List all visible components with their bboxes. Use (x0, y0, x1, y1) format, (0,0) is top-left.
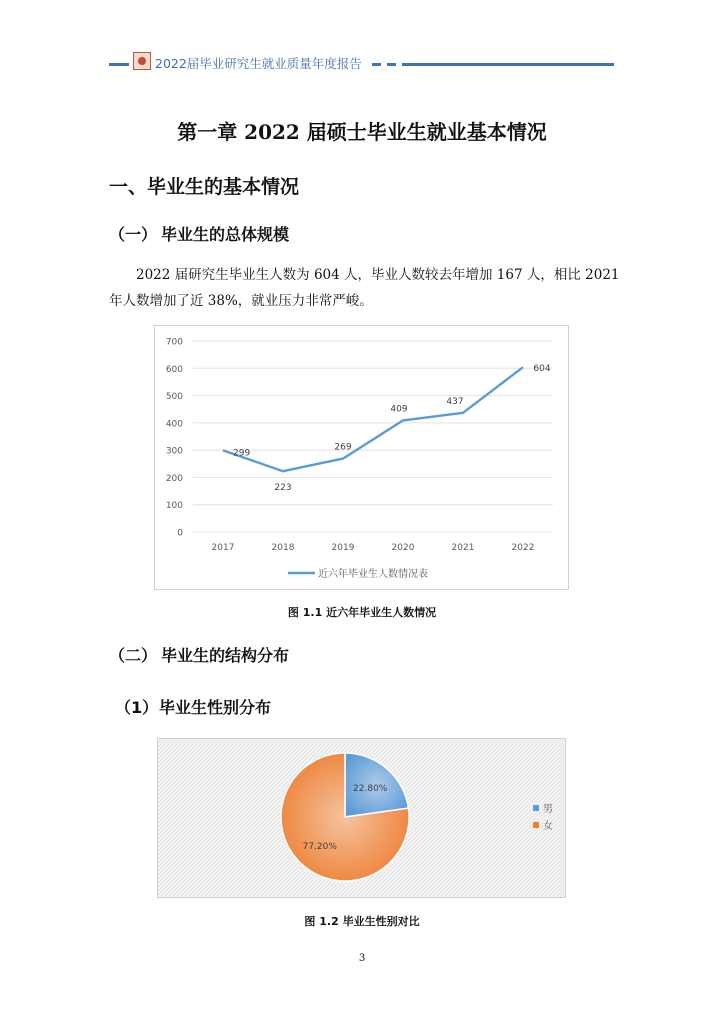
header-rule-right (402, 63, 614, 66)
y-tick-label: 100 (165, 501, 183, 512)
data-label: 299 (233, 448, 251, 459)
y-tick-label: 700 (165, 337, 183, 348)
header-rule-dash-1 (372, 63, 381, 66)
section-title: 一、毕业生的基本情况 (109, 176, 300, 198)
subsection-label: 毕业生的结构分布 (161, 646, 290, 665)
subsection-label: 毕业生的总体规模 (161, 225, 290, 244)
paragraph (109, 262, 620, 314)
data-label: 604 (533, 364, 551, 375)
pie-chart (158, 739, 565, 897)
pie-chart-frame (157, 738, 566, 898)
data-label: 437 (446, 396, 464, 407)
x-tick-label: 2020 (391, 543, 415, 553)
legend-label: 女 (543, 821, 553, 832)
university-logo-icon (133, 52, 151, 70)
y-tick-label: 400 (165, 419, 183, 430)
legend-swatch (533, 822, 539, 828)
series-line (223, 367, 523, 471)
header-rule-dash-2 (387, 63, 396, 66)
legend-label: 男 (543, 804, 553, 815)
page-number: 3 (358, 953, 366, 964)
subsection-number: （一） (109, 225, 158, 244)
x-tick-label: 2021 (451, 543, 475, 553)
y-tick-label: 200 (165, 473, 183, 484)
line-chart (155, 326, 568, 589)
subsection-number: （二） (109, 646, 158, 665)
y-tick-label: 600 (165, 364, 183, 375)
x-tick-label: 2022 (511, 543, 535, 553)
x-tick-label: 2019 (331, 543, 355, 553)
legend-label: 近六年毕业生人数情况表 (318, 569, 428, 580)
x-tick-label: 2018 (271, 543, 295, 553)
data-label: 409 (390, 404, 408, 415)
paragraph-line-1: 2022 届研究生毕业生人数为 604 人，毕业人数较去年增加 167 人，相比 2021 (136, 267, 620, 283)
slice-label: 77.20% (302, 841, 337, 852)
x-tick-label: 2017 (211, 543, 235, 553)
chapter-title: 第一章 2022 届硕士毕业生就业基本情况 (177, 120, 547, 144)
paragraph-line-2: 年人数增加了近 38%，就业压力非常严峻。 (109, 293, 373, 309)
data-label: 269 (334, 442, 352, 453)
y-tick-label: 500 (165, 392, 183, 403)
legend-swatch (533, 805, 539, 811)
header-title: 2022届毕业研究生就业质量年度报告 (155, 56, 362, 71)
data-label: 223 (274, 483, 292, 494)
subsection-label: 毕业生性别分布 (159, 698, 272, 717)
subsection-title-2 (109, 643, 289, 666)
figure-caption-2: 图 1.2 毕业生性别对比 (304, 915, 420, 928)
slice-label: 22.80% (353, 784, 388, 795)
header-rule-left (109, 63, 129, 66)
figure-caption-1: 图 1.1 近六年毕业生人数情况 (287, 606, 437, 619)
y-tick-label: 300 (165, 446, 183, 457)
subsection-title-3 (109, 695, 271, 718)
y-tick-label: 0 (177, 528, 183, 539)
subsection-title-1 (109, 222, 289, 245)
subsection-number: （1） (115, 698, 159, 717)
line-chart-frame (154, 325, 569, 590)
